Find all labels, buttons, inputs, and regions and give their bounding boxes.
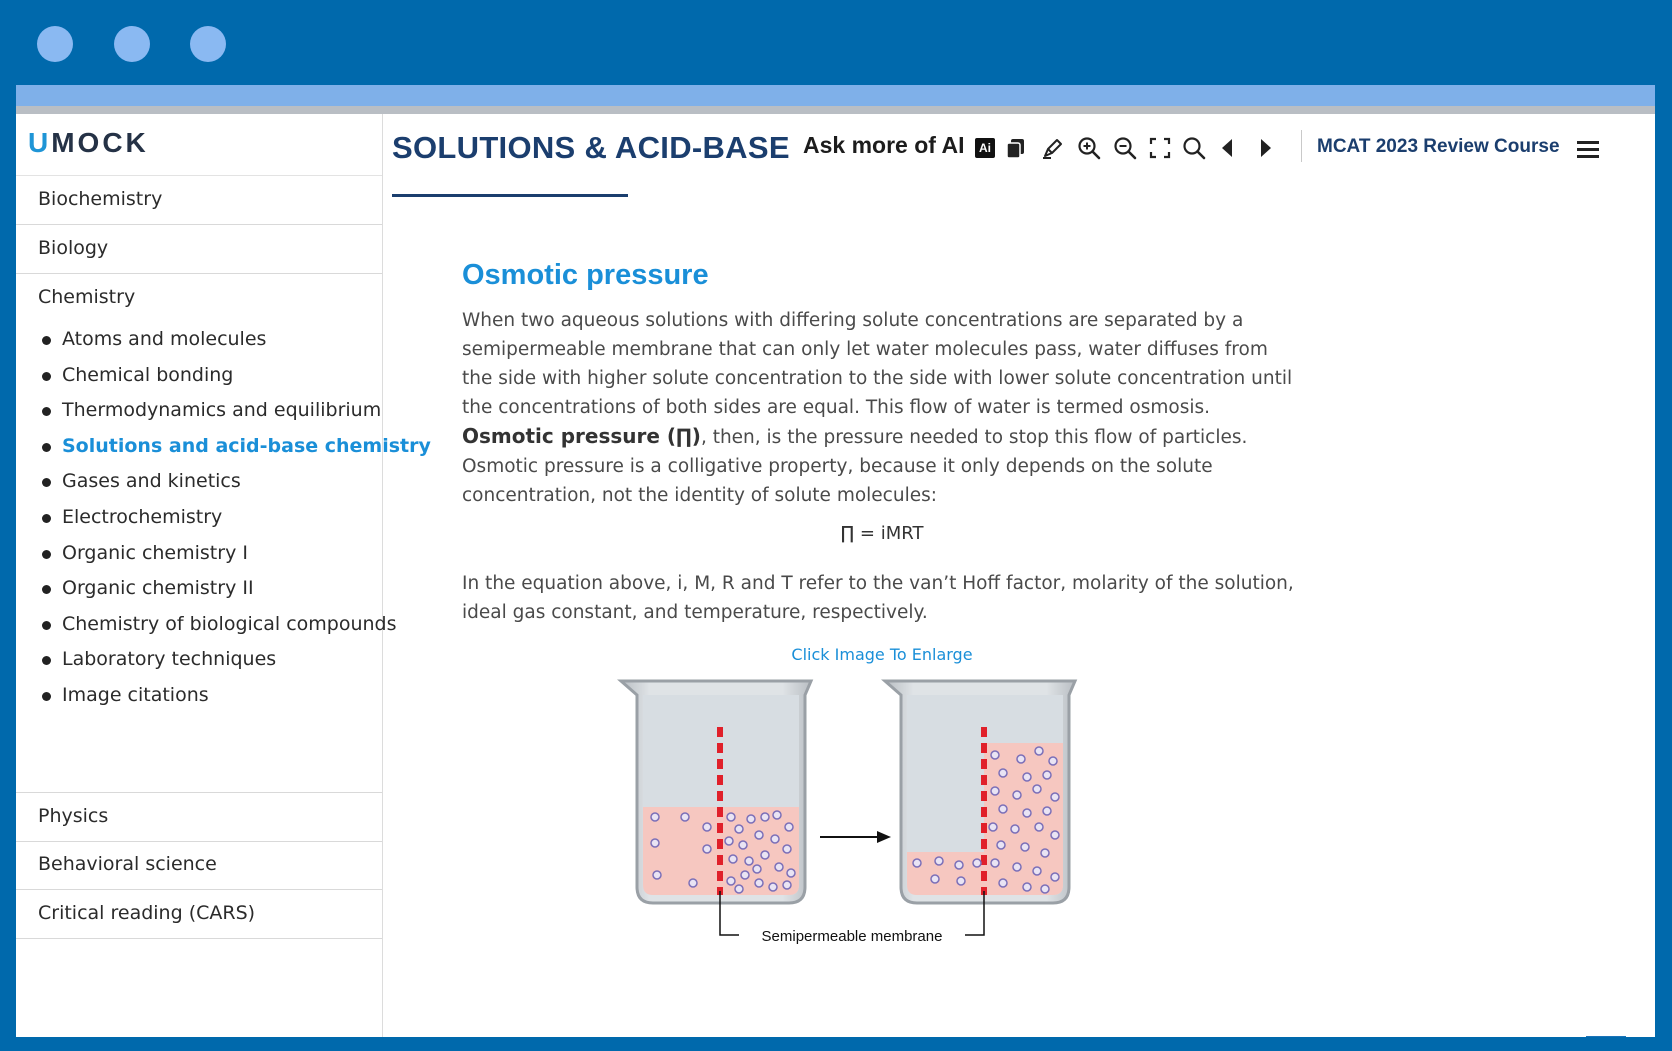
osmosis-diagram [617,677,1087,957]
sidebar-item-biochemistry[interactable] [16,176,382,225]
zoom-in-icon[interactable] [1076,135,1102,161]
subitem-image-citations[interactable] [16,680,382,716]
toolbar [803,128,1653,168]
subitem-gases-and-kinetics[interactable] [16,466,382,502]
arrow-icon [820,831,891,843]
sidebar-item-critical-reading[interactable] [16,890,382,939]
search-icon[interactable] [1181,135,1207,161]
window-divider [16,106,1655,114]
section-title: Osmotic pressure [462,259,709,291]
bullet-icon [42,478,51,487]
app-window [16,114,1655,1037]
subitem-organic-chemistry-1[interactable] [16,538,382,574]
umock-logo[interactable] [28,127,149,159]
subitem-label: Electrochemistry [62,505,223,528]
previous-icon[interactable] [1215,135,1241,161]
window-titlebar [0,0,1672,85]
next-icon[interactable] [1252,135,1278,161]
bold-term: Osmotic pressure (∏) [462,424,701,448]
subitem-laboratory-techniques[interactable] [16,644,382,680]
paragraph-text: When two aqueous solutions with differing solute concentrations are separated by a semipermeable membrane that can only let water molecules pass, water diffuses from the side with higher solute concentration to the side with lower solute concentration until the concentrations of both sides are equal. This flow of water is termed osmosis. [462,310,1293,418]
chemistry-sublist [16,324,431,716]
sidebar-item-label: Biochemistry [38,188,163,210]
subitem-label: Organic chemistry II [62,577,254,600]
page-title: SOLUTIONS & ACID-BASE [392,130,790,165]
title-underline [392,194,628,197]
bullet-icon [42,585,51,594]
osmosis-figure[interactable] [617,677,1087,957]
sidebar-item-label: Chemistry [38,286,136,308]
subitem-label: Organic chemistry I [62,541,248,564]
subitem-label: Chemistry of biological compounds [62,612,397,635]
subitem-solutions-acid-base[interactable] [16,431,431,467]
bullet-icon [42,407,51,416]
subitem-label: Atoms and molecules [62,328,267,350]
scrollbar-thumb[interactable] [1586,1036,1626,1037]
subitem-label: Solutions and acid-base chemistry [62,434,431,457]
logo-mark: U [28,127,52,158]
paragraph-text: , then, is the pressure needed to stop this flow of particles. Osmotic pressure is a colligative property, because it only depends on the solute concentration, not the identity of solute molecules: [462,427,1248,506]
subitem-label: Chemical bonding [62,363,234,386]
subitem-label: Gases and kinetics [62,470,241,493]
subitem-biological-compounds[interactable] [16,609,397,645]
ai-icon[interactable]: Ai [975,138,995,158]
sidebar-item-physics[interactable] [16,792,382,842]
bullet-icon [42,692,51,701]
subitem-electrochemistry[interactable] [16,502,382,538]
bullet-icon [42,443,51,452]
subitem-chemical-bonding[interactable] [16,360,382,396]
toolbar-divider [1301,130,1302,162]
bullet-icon [42,656,51,665]
subitem-label: Thermodynamics and equilibrium [62,399,382,422]
fullscreen-icon[interactable] [1147,135,1173,161]
hamburger-menu-icon[interactable] [1577,138,1605,162]
sidebar-item-label: Critical reading (CARS) [38,902,256,924]
bullet-icon [42,550,51,559]
main-content [383,114,1655,1037]
sidebar-item-label: Behavioral science [38,853,217,875]
subitem-organic-chemistry-2[interactable] [16,573,382,609]
beaker-after [885,681,1075,903]
paragraph-osmosis [462,306,1302,510]
bullet-icon [42,514,51,523]
bullet-icon [42,336,51,345]
sidebar [16,114,431,1037]
window-close-dot[interactable] [37,26,73,62]
subitem-atoms-and-molecules[interactable] [16,324,382,360]
sidebar-item-behavioral-science[interactable] [16,841,382,890]
copy-icon[interactable] [1003,135,1029,161]
zoom-out-icon[interactable] [1112,135,1138,161]
enlarge-image-link[interactable]: Click Image To Enlarge [791,645,973,664]
membrane-label: Semipermeable membrane [761,928,943,945]
beaker-before [621,681,811,903]
paragraph-equation-terms: In the equation above, i, M, R and T refer to the van’t Hoff factor, molarity of the solution, ideal gas constant, and temperature, respectively. [462,573,1294,623]
subitem-label: Image citations [62,683,209,706]
highlighter-icon[interactable] [1040,135,1066,161]
bullet-icon [42,621,51,630]
logo-text: MOCK [51,127,149,158]
window-maximize-dot[interactable] [190,26,226,62]
course-link[interactable]: MCAT 2023 Review Course [1317,136,1560,157]
window-minimize-dot[interactable] [114,26,150,62]
subitem-label: Laboratory techniques [62,648,277,671]
sidebar-item-label: Biology [38,237,109,259]
ask-ai-button[interactable]: Ask more of AI [803,132,965,158]
sidebar-item-chemistry[interactable] [16,274,382,322]
window-tabstrip [16,85,1655,106]
sidebar-item-label: Physics [38,805,109,827]
sidebar-item-biology[interactable] [16,225,382,274]
bullet-icon [42,372,51,381]
subitem-thermodynamics[interactable] [16,395,382,431]
equation: ∏ = iMRT [840,523,924,544]
